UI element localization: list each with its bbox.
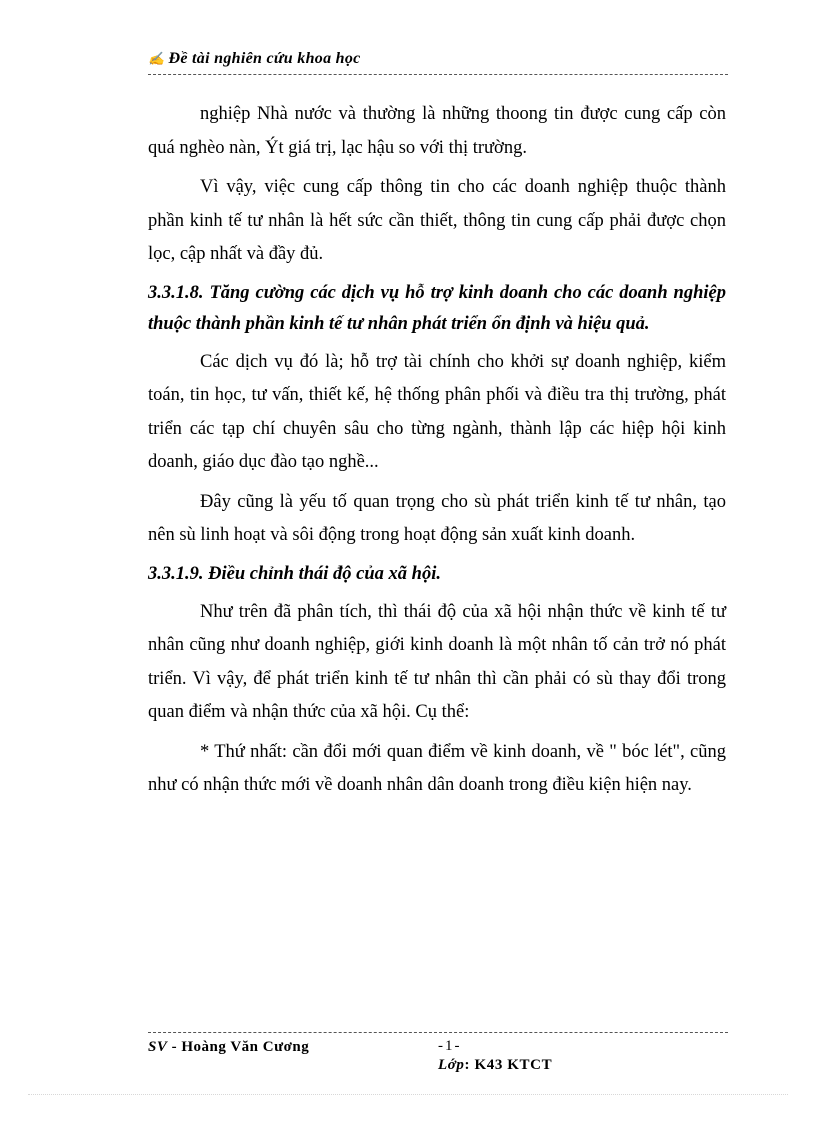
footer-divider [148,1032,728,1033]
paragraph: Như trên đã phân tích, thì thái độ của xã hội nhận thức về kinh tế tư nhân cũng như doanh nghiệp, giới kinh doanh là một nhân tố cản trở nó phát triển. Vì vậy, để phát triển kinh tế tư nhân thì cần phải có sù thay đổi trong quan điểm và nhận thức của xã hội. Cụ thể: [148,601,726,722]
page-header [148,50,728,75]
footer-student [148,1039,309,1056]
section-heading: 3.3.1.8. Tăng cường các dịch vụ hỗ trợ kinh doanh cho các doanh nghiệp thuộc thành phần kinh tế tư nhân phát triển ổn định và hiệu quả. [148,282,726,334]
footer-class-value: : K43 KTCT [464,1057,553,1073]
footer-class-label: Lớp [438,1057,465,1073]
paragraph: * Thứ nhất: cần đổi mới quan điểm về kinh doanh, về " bóc lét", cũng như có nhận thức mới về doanh nhân dân doanh trong điều kiện hiện nay. [148,741,726,795]
section-heading: 3.3.1.9. Điều chỉnh thái độ của xã hội. [148,563,441,584]
paragraph: Đây cũng là yếu tố quan trọng cho sù phát triển kinh tế tư nhân, tạo nên sù linh hoạt và sôi động trong hoạt động sản xuất kinh doanh. [148,491,726,545]
page-number: -1- [438,1038,462,1054]
writing-hand-icon: ✍ [148,51,165,66]
document-body [148,98,726,809]
header-title: Đề tài nghiên cứu khoa học [168,50,361,67]
footer-sv-label: SV [148,1039,168,1055]
paragraph: Vì vậy, việc cung cấp thông tin cho các doanh nghiệp thuộc thành phần kinh tế tư nhân là hết sức cần thiết, thông tin cung cấp phải được chọn lọc, cập nhất và đầy đủ. [148,177,726,264]
paragraph: nghiệp Nhà nước và thường là những thoong tin được cung cấp còn quá nghèo nàn, Ýt giá trị, lạc hậu so với thị trường. [148,104,726,158]
page-edge [28,1094,788,1095]
paragraph: Các dịch vụ đó là; hỗ trợ tài chính cho khởi sự doanh nghiệp, kiểm toán, tin học, tư vấn, thiết kế, hệ thống phân phối và điều tra thị trường, phát triển các tạp chí chuyên sâu cho từng ngành, thành lập các hiệp hội kinh doanh, giáo dục đào tạo nghề... [148,351,726,472]
footer-sv-name: - Hoàng Văn Cương [167,1039,310,1055]
footer-class [438,1057,552,1074]
